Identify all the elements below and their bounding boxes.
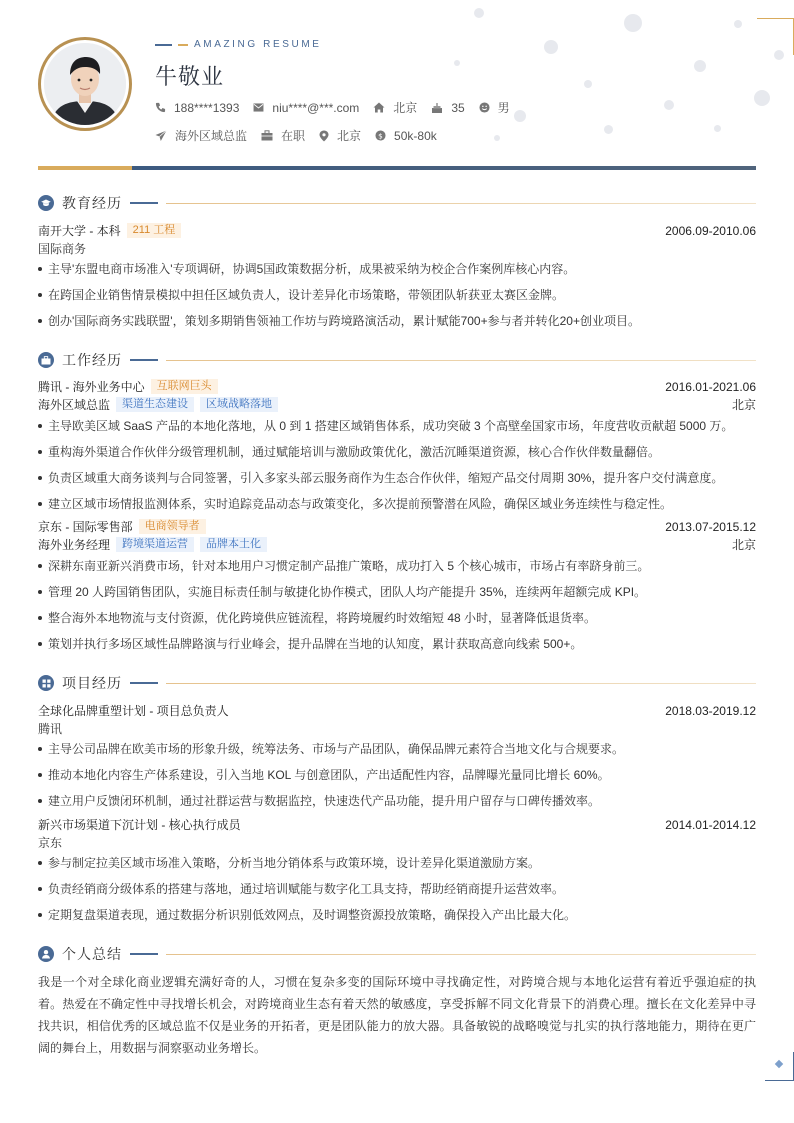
send-icon <box>155 130 167 142</box>
company-department: 京东 - 国际零售部 <box>38 520 133 534</box>
project-date: 2014.01-2014.12 <box>665 817 756 832</box>
email-info: niu****@***.com <box>253 101 359 115</box>
resume-tagline: AMAZING RESUME <box>155 39 322 50</box>
target-city-info: 北京 <box>319 127 361 144</box>
work-section-header <box>38 350 756 370</box>
summary-section-header <box>38 944 756 964</box>
target-position-info: 海外区域总监 <box>155 127 247 144</box>
portrait-photo <box>44 43 126 125</box>
graduation-cap-icon <box>38 195 54 211</box>
home-icon <box>373 102 385 113</box>
list-item: 重构海外渠道合作伙伴分级管理机制，通过赋能培训与激励政策优化，激活沉睡渠道资源，核心合作伙伴数量翻倍。 <box>38 443 756 460</box>
list-item: 主导'东盟电商市场准入'专项调研，协调5国政策数据分析，成果被采纳为校企合作案例库核心内容。 <box>38 260 756 277</box>
work-date: 2016.01-2021.06 <box>665 379 756 394</box>
section-title: 项目经历 <box>62 675 122 691</box>
skill-tag: 渠道生态建设 <box>116 397 194 412</box>
list-item: 在跨国企业销售情景模拟中担任区域负责人，设计差异化市场策略，带领团队斩获亚太赛区金牌。 <box>38 286 756 303</box>
job-title: 海外业务经理 <box>38 538 111 552</box>
project-organization: 京东 <box>38 836 63 850</box>
work-city: 北京 <box>731 398 756 412</box>
work-entry-header <box>38 378 756 395</box>
company-tag: 电商领导者 <box>139 519 206 534</box>
contact-info-row <box>155 99 524 116</box>
list-item: 负责区域重大商务谈判与合同签署，引入多家头部云服务商作为生态合作伙伴，缩短产品交付周期 30%，提升客户交付满意度。 <box>38 469 756 486</box>
header-divider-bar <box>38 166 756 170</box>
job-intent-row <box>155 127 451 144</box>
section-title: 教育经历 <box>62 195 122 211</box>
education-date: 2006.09-2010.06 <box>665 223 756 238</box>
grid-icon <box>38 675 54 691</box>
school-tag: 211 工程 <box>127 223 182 238</box>
project-name-role: 新兴市场渠道下沉计划 - 核心执行成员 <box>38 818 241 832</box>
work-role-row <box>38 396 756 413</box>
company-department: 腾讯 - 海外业务中心 <box>38 380 145 394</box>
section-title: 工作经历 <box>62 352 122 368</box>
list-item: 整合海外本地物流与支付资源，优化跨境供应链流程，将跨境履约时效缩短 48 小时，显著降低退货率。 <box>38 609 756 626</box>
project-entry-header <box>38 816 756 833</box>
employment-status-info: 在职 <box>261 127 305 144</box>
list-item: 负责经销商分级体系的搭建与落地，通过培训赋能与数字化工具支持，帮助经销商提升运营效率。 <box>38 880 756 897</box>
location-icon <box>319 130 329 142</box>
major: 国际商务 <box>38 242 87 256</box>
list-item: 创办'国际商务实践联盟'，策划多期销售领袖工作坊与跨境路演活动，累计赋能700+参与者并转化20+创业项目。 <box>38 312 756 329</box>
phone-info: 188****1393 <box>155 101 239 115</box>
gender-info: 男 <box>479 99 510 116</box>
job-title: 海外区域总监 <box>38 398 111 412</box>
expected-salary-info: $ 50k-80k <box>375 129 437 143</box>
list-item: 深耕东南亚新兴消费市场，针对本地用户习惯定制产品推广策略，成功打入 5 个核心城市，市场占有率跻身前三。 <box>38 557 756 574</box>
section-title: 个人总结 <box>62 946 122 962</box>
education-entry-header <box>38 222 756 239</box>
project-organization: 腾讯 <box>38 722 63 736</box>
personal-summary-text: 我是一个对全球化商业逻辑充满好奇的人，习惯在复杂多变的国际环境中寻找确定性，对跨境合规与本地化运营有着近乎强迫症的执着。热爱在不确定性中寻找增长机会，对跨境商业生态有着天然的敏感度，享受拆解不同文化背景下的消费心理。擅长在文化差异中寻找共识，相信优秀的区域总监不仅是业务的开拓者，更是团队能力的放大器。具备敏锐的战略嗅觉与扎实的执行落地能力，期待在更广阔的舞台上，用数据与洞察驱动业务增长。 <box>38 975 756 1055</box>
list-item: 策划并执行多场区域性品牌路演与行业峰会，提升品牌在当地的认知度，累计获取高意向线索 500+。 <box>38 635 756 652</box>
candidate-name: 牛敬业 <box>155 64 225 89</box>
skill-tag: 跨境渠道运营 <box>116 537 194 552</box>
list-item: 主导欧美区域 SaaS 产品的本地化落地，从 0 到 1 搭建区域销售体系，成功突破 3 个高壁垒国家市场，年度营收贡献超 5000 万。 <box>38 417 756 434</box>
list-item: 推动本地化内容生产体系建设，引入当地 KOL 与创意团队，产出适配性内容，品牌曝光量同比增长 60%。 <box>38 766 756 783</box>
project-name-role: 全球化品牌重塑计划 - 项目总负责人 <box>38 704 229 718</box>
list-item: 管理 20 人跨国销售团队，实施目标责任制与敏捷化协作模式，团队人均产能提升 35%，连续两年超额完成 KPI。 <box>38 583 756 600</box>
work-entry-header <box>38 518 756 535</box>
svg-text:$: $ <box>378 131 383 141</box>
list-item: 建立区域市场情报监测体系，实时追踪竞品动态与政策变化，多次提前预警潜在风险，确保区域业务连续性与稳定性。 <box>38 495 756 512</box>
work-date: 2013.07-2015.12 <box>665 519 756 534</box>
briefcase-icon <box>38 352 54 368</box>
corner-decoration-top-right <box>757 18 794 55</box>
work-role-row <box>38 536 756 553</box>
background-dot-pattern <box>434 0 794 150</box>
salary-icon <box>375 130 386 141</box>
cake-icon <box>431 102 443 114</box>
education-section-header <box>38 193 756 213</box>
list-item: 建立用户反馈闭环机制，通过社群运营与数据监控，快速迭代产品功能，提升用户留存与口碑传播效率。 <box>38 792 756 809</box>
mail-icon <box>253 103 264 112</box>
smile-icon <box>479 102 490 113</box>
school-degree: 南开大学 - 本科 <box>38 224 121 238</box>
work-city: 北京 <box>731 538 756 552</box>
phone-icon <box>155 102 166 113</box>
briefcase-icon <box>261 130 273 141</box>
project-entry-header <box>38 702 756 719</box>
project-date: 2018.03-2019.12 <box>665 703 756 718</box>
company-tag: 互联网巨头 <box>151 379 218 394</box>
skill-tag: 品牌本土化 <box>200 537 267 552</box>
list-item: 主导公司品牌在欧美市场的形象升级，统筹法务、市场与产品团队，确保品牌元素符合当地文化与合规要求。 <box>38 740 756 757</box>
list-item: 定期复盘渠道表现，通过数据分析识别低效网点，及时调整资源投放策略，确保投入产出比最大化。 <box>38 906 756 923</box>
avatar <box>38 37 132 131</box>
user-icon <box>38 946 54 962</box>
skill-tag: 区域战略落地 <box>200 397 278 412</box>
age-info: 35 <box>431 101 464 115</box>
residence-info: 北京 <box>373 99 417 116</box>
project-section-header <box>38 673 756 693</box>
list-item: 参与制定拉美区域市场准入策略，分析当地分销体系与政策环境，设计差异化渠道激励方案。 <box>38 854 756 871</box>
